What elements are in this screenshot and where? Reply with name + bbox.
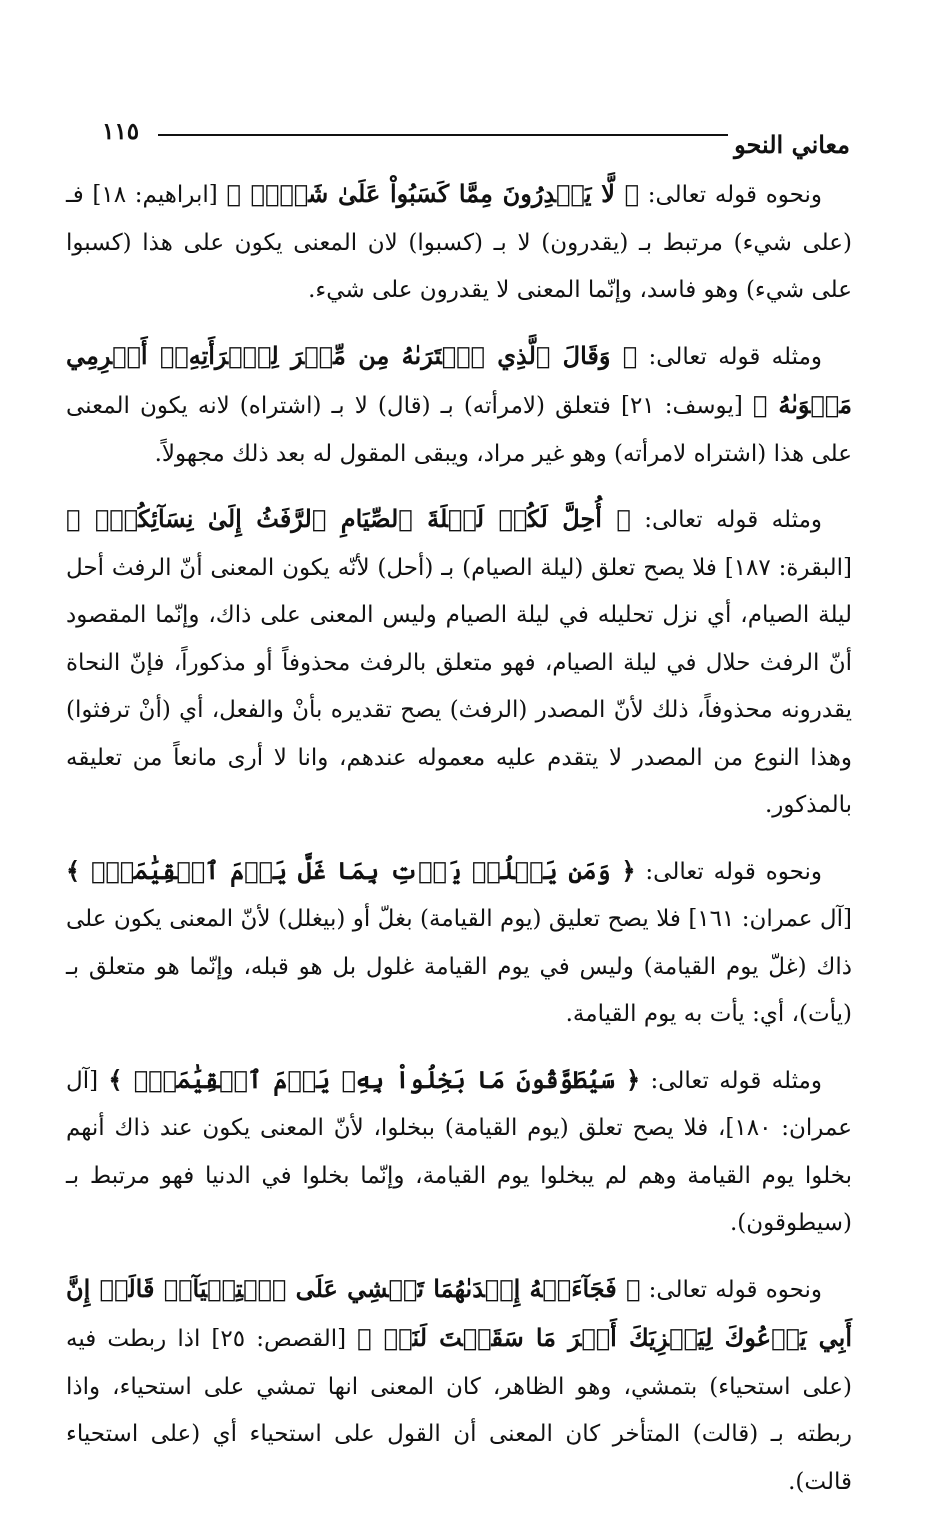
paragraph bbox=[66, 170, 852, 315]
quran-verse: ﴿ لَّا يَقۡدِرُونَ مِمَّا كَسَبُواْ عَلَىٰ شَيۡءٖ ﴾ bbox=[226, 179, 640, 208]
paragraph-intro: ومثله قوله تعالى: bbox=[640, 1067, 822, 1094]
quran-verse: ﴿ فَجَآءَتۡهُ إِحۡدَىٰهُمَا تَمۡشِي عَلَى ٱسۡتِحۡيَآءٖ قَالَتۡ إِنَّ أَبِي يَدۡعُوكَ لِيَجۡزِيَكَ أَجۡرَ مَا سَقَيۡتَ لَنَاۚ ﴾ bbox=[66, 1273, 853, 1352]
quran-verse: ﴿ سَيُطَوَّقُونَ مَا بَخِلُواْ بِهِۦ يَوۡمَ ٱلۡقِيَٰمَةِۗ ﴾ bbox=[108, 1064, 641, 1094]
paragraph-text: [يوسف: ٢١] فتعلق (لامرأته) بـ (قال) لا بـ (اشتراه) لانه يكون المعنى على هذا (اشتراه لامرأته) وهو غير مراد، ويبقى المقول له بعد ذلك مجهولاً. bbox=[66, 393, 852, 467]
body-text bbox=[66, 170, 852, 1523]
quran-verse: ﴿ وَمَن يَغۡلُلۡ يَأۡتِ بِمَا غَلَّ يَوۡمَ ٱلۡقِيَٰمَةِۚ ﴾ bbox=[66, 855, 636, 885]
paragraph-intro: ونحوه قوله تعالى: bbox=[640, 1276, 822, 1303]
paragraph bbox=[66, 332, 852, 479]
page-number: ١١٥ bbox=[102, 118, 140, 145]
paragraph-text: [القصص: ٢٥] اذا ربطت فيه (على استحياء) بتمشي، وهو الظاهر، كان المعنى انها تمشي على استحياء، واذا ربطته بـ (قالت) المتأخر كان المعنى أن القول على استحياء أي (على استحياء قالت). bbox=[66, 1326, 852, 1495]
paragraph-intro: ونحوه قوله تعالى: bbox=[635, 858, 822, 885]
paragraph-text: [ابراهيم: ١٨] فـ (على شيء) مرتبط بـ (يقدرون) لا بـ (كسبوا) لان المعنى يكون على هذا (كسبوا على شيء) وهو فاسد، وإنّما المعنى لا يقدرون على شيء. bbox=[66, 182, 852, 303]
paragraph-intro: ونحوه قوله تعالى: bbox=[639, 182, 822, 208]
paragraph-text: [البقرة: ١٨٧] فلا يصح تعلق (ليلة الصيام) بـ (أحل) لأنّه يكون المعنى أنّ الرفث أحل ليلة الصيام، أي نزل تحليله في ليلة الصيام وليس المعنى على ذاك، وإنّما المقصود أنّ الرفث حلال في ليلة الصيام، فهو متعلق بالرفث محذوفاً أو مذكوراً، فإنّ النحاة يقدرونه محذوفاً، ذلك لأنّ المصدر (الرفث) يصح تقديره بأنْ والفعل، أي (أنْ ترفثوا) وهذا النوع من المصدر لا يتقدم عليه معموله عندهم، وانا لا أرى مانعاً من تعليقه بالمذكور. bbox=[66, 554, 853, 818]
paragraph bbox=[66, 847, 852, 1039]
paragraph-intro: ومثله قوله تعالى: bbox=[637, 343, 822, 370]
paragraph bbox=[66, 1265, 852, 1507]
quran-verse: ﴿ وَقَالَ ٱلَّذِي ٱشۡتَرَىٰهُ مِن مِّصۡرَ لِٱمۡرَأَتِهِۦٓ أَكۡرِمِي مَثۡوَىٰهُ ﴾ bbox=[66, 340, 852, 419]
quran-verse: ﴿ أُحِلَّ لَكُمۡ لَيۡلَةَ ٱلصِّيَامِ ٱلرَّفَثُ إِلَىٰ نِسَآئِكُمۡۚ ﴾ bbox=[66, 504, 631, 533]
paragraph-intro: ومثله قوله تعالى: bbox=[630, 507, 822, 533]
paragraph-text: [آل عمران: ١٨٠]، فلا يصح تعلق (يوم القيامة) ببخلوا، لأنّ المعنى يكون عند ذاك أنهم بخلوا يوم القيامة وهم لم يبخلوا يوم القيامة، وإنّما بخلوا في الدنيا فهو مرتبط بـ (سيطوقون). bbox=[66, 1067, 852, 1236]
paragraph-text: [آل عمران: ١٦١] فلا يصح تعليق (يوم القيامة) بغلّ أو (بيغلل) لأنّ المعنى يكون على ذاك (غلّ يوم القيامة) وليس في يوم القيامة غلول بل هو قبله، وإنّما هو متعلق بـ (يأت)، أي: يأت به يوم القيامة. bbox=[66, 906, 852, 1027]
header-rule bbox=[158, 134, 728, 136]
paragraph bbox=[66, 1056, 852, 1248]
book-title: معاني النحو bbox=[734, 130, 850, 159]
page-header bbox=[98, 118, 850, 158]
paragraph bbox=[66, 495, 852, 830]
